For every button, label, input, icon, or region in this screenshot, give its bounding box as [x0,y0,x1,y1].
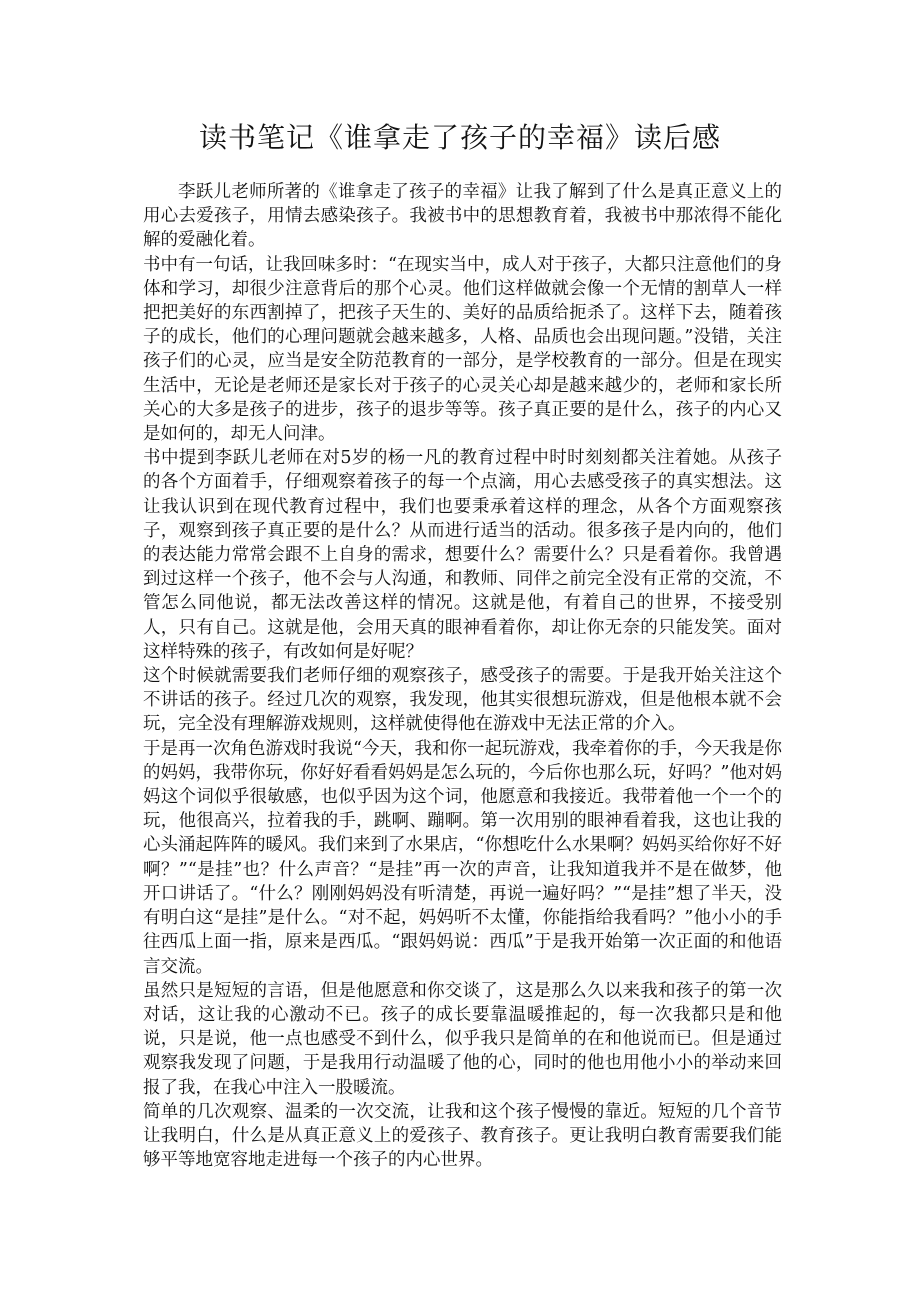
document-body [143,180,782,1172]
paragraph-role-play: 于是再一次角色游戏时我说“今天，我和你一起玩游戏，我牵着你的手，今天我是你的妈妈，我带你玩，你好好看看妈妈是怎么玩的，今后你也那么玩，好吗？”他对妈妈这个词似乎很敏感，也似乎因为这个词，他愿意和我接近。我带着他一个一个的玩，他很高兴，拉着我的手，跳啊、蹦啊。第一次用别的眼神看着我，这也让我的心头涌起阵阵的暖风。我们来到了水果店，“你想吃什么水果啊？妈妈买给你好不好啊？”“是挂”也？什么声音？“是挂”再一次的声音，让我知道我并不是在做梦，他开口讲话了。“什么？刚刚妈妈没有听清楚，再说一遍好吗？”“是挂”想了半天，没有明白这“是挂”是什么。“对不起，妈妈听不太懂，你能指给我看吗？”他小小的手往西瓜上面一指，原来是西瓜。“跟妈妈说：西瓜”于是我开始第一次正面的和他语言交流。 [143,738,782,977]
document-title: 读书笔记《谁拿走了孩子的幸福》读后感 [198,121,721,154]
paragraph-needs: 这个时候就需要我们老师仔细的观察孩子，感受孩子的需要。于是我开始关注这个不讲话的孩子。经过几次的观察，我发现，他其实很想玩游戏，但是他根本就不会玩，完全没有理解游戏规则，这样就使得他在游戏中无法正常的介入。 [143,666,782,735]
paragraph-quote: 书中有一句话，让我回味多时：“在现实当中，成人对于孩子，大都只注意他们的身体和学习，却很少注意背后的那个心灵。他们这样做就会像一个无情的割草人一样把把美好的东西割掉了，把孩子天生的、美好的品质给扼杀了。这样下去，随着孩子的成长，他们的心理问题就会越来越多，人格、品质也会出现问题。”没错，关注孩子们的心灵，应当是安全防范教育的一部分，是学校教育的一部分。但是在现实生活中，无论是老师还是家长对于孩子的心灵关心却是越来越少的，老师和家长所关心的大多是孩子的进步，孩子的退步等等。孩子真正要的是什么，孩子的内心又是如何的，却无人问津。 [143,254,782,445]
paragraph-conclusion: 简单的几次观察、温柔的一次交流，让我和这个孩子慢慢的靠近。短短的几个音节让我明白，什么是从真正意义上的爱孩子、教育孩子。更让我明白教育需要我们能够平等地宽容地走进每一个孩子的内心世界。 [143,1101,782,1171]
paragraph-intro: 李跃儿老师所著的《谁拿走了孩子的幸福》让我了解到了什么是真正意义上的用心去爱孩子，用情去感染孩子。我被书中的思想教育着，我被书中那浓得不能化解的爱融化着。 [143,182,782,251]
paragraph-reflection: 虽然只是短短的言语，但是他愿意和你交谈了，这是那么久以来我和孩子的第一次对话，这让我的心激动不已。孩子的成长要靠温暖推起的，每一次我都只是和他说，只是说，他一点也感受不到什么，似乎我只是简单的在和他说而已。但是通过观察我发现了问题，于是我用行动温暖了他的心，同时的他也用他小小的举动来回报了我，在我心中注入一股暖流。 [143,980,782,1098]
paragraph-observation: 书中提到李跃儿老师在对5岁的杨一凡的教育过程中时时刻刻都关注着她。从孩子的各个方面着手，仔细观察着孩子的每一个点滴，用心去感受孩子的真实想法。这让我认识到在现代教育过程中，我们也要秉承着这样的理念，从各个方面观察孩子，观察到孩子真正要的是什么？从而进行适当的活动。很多孩子是内向的，他们的表达能力常常会跟不上自身的需求，想要什么？需要什么？只是看着你。我曾遇到过这样一个孩子，他不会与人沟通，和教师、同伴之前完全没有正常的交流，不管怎么同他说，都无法改善这样的情况。这就是他，有着自己的世界，不接受别人，只有自己。这就是他，会用天真的眼神看着你，却让你无奈的只能发笑。面对这样特殊的孩子，有改如何是好呢？ [143,448,782,662]
